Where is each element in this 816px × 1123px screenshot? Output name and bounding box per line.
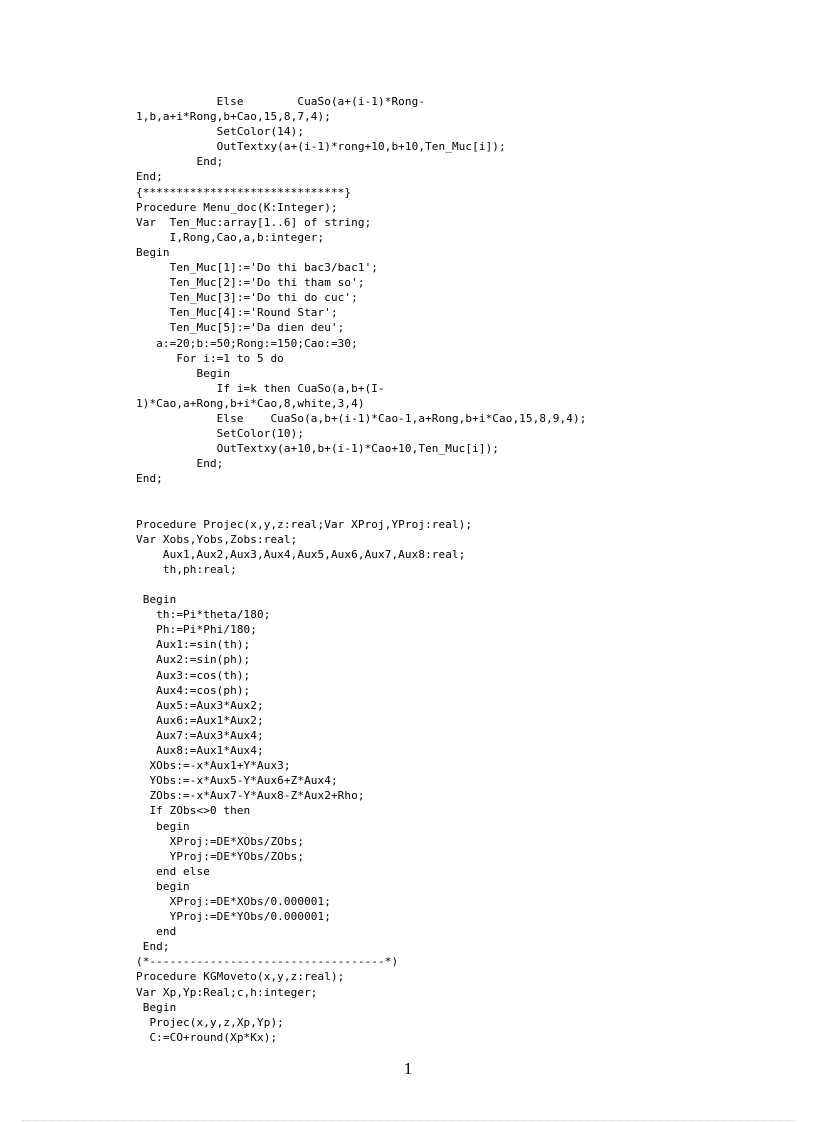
code-line: If i=k then CuaSo(a,b+(I- — [136, 381, 385, 395]
code-line: End; — [136, 457, 224, 471]
code-line: Ten_Muc[4]:='Round Star'; — [136, 306, 338, 320]
code-line — [136, 486, 776, 501]
code-line: XProj:=DE*XObs/0.000001; — [136, 894, 331, 908]
code-line: end else — [136, 864, 210, 878]
code-line: Var Ten_Muc:array[1..6] of string; — [136, 215, 372, 229]
code-line: begin — [136, 819, 190, 833]
code-line: YObs:=-x*Aux5-Y*Aux6+Z*Aux4; — [136, 774, 338, 788]
code-line — [136, 577, 776, 592]
code-line: End; — [136, 940, 170, 954]
code-line: Else CuaSo(a,b+(i-1)*Cao-1,a+Rong,b+i*Cao,15,8,9,4); — [136, 411, 587, 425]
code-line: XObs:=-x*Aux1+Y*Aux3; — [136, 759, 291, 773]
code-line: end — [136, 925, 177, 939]
page-number: 1 — [403, 1059, 413, 1078]
code-line: End; — [136, 170, 163, 184]
code-line: begin — [136, 879, 190, 893]
code-line: Aux5:=Aux3*Aux2; — [136, 698, 264, 712]
code-line: Aux6:=Aux1*Aux2; — [136, 713, 264, 727]
code-line: Aux3:=cos(th); — [136, 668, 251, 682]
page-bottom-divider — [22, 1120, 794, 1121]
code-line — [136, 502, 776, 517]
code-line: Aux8:=Aux1*Aux4; — [136, 744, 264, 758]
code-line: th:=Pi*theta/180; — [136, 608, 271, 622]
code-line: OutTextxy(a+(i-1)*rong+10,b+10,Ten_Muc[i]); — [136, 140, 506, 154]
code-line: Aux1:=sin(th); — [136, 638, 251, 652]
code-line: SetColor(10); — [136, 427, 305, 441]
code-line: Begin — [136, 366, 231, 380]
code-line: Begin — [136, 593, 177, 607]
code-line: th,ph:real; — [136, 562, 237, 576]
code-line: Ten_Muc[1]:='Do thi bac3/bac1'; — [136, 261, 379, 275]
code-line: Else CuaSo(a+(i-1)*Rong- — [136, 95, 426, 108]
code-line: 1)*Cao,a+Rong,b+i*Cao,8,white,3,4) — [136, 396, 365, 410]
code-line: Aux7:=Aux3*Aux4; — [136, 728, 264, 742]
code-line: 1,b,a+i*Rong,b+Cao,15,8,7,4); — [136, 110, 331, 124]
code-line: YProj:=DE*YObs/ZObs; — [136, 849, 305, 863]
code-line: Begin — [136, 1000, 177, 1014]
code-line: For i:=1 to 5 do — [136, 351, 284, 365]
code-line: Procedure Projec(x,y,z:real;Var XProj,YProj:real); — [136, 517, 473, 531]
code-line: Procedure Menu_doc(K:Integer); — [136, 200, 338, 214]
code-line: End; — [136, 155, 224, 169]
code-line: {******************************} — [136, 185, 352, 199]
code-line: Begin — [136, 245, 170, 259]
code-line: ZObs:=-x*Aux7-Y*Aux8-Z*Aux2+Rho; — [136, 789, 365, 803]
code-line: C:=CO+round(Xp*Kx); — [136, 1030, 278, 1044]
code-line: Var Xobs,Yobs,Zobs:real; — [136, 532, 298, 546]
code-line: SetColor(14); — [136, 125, 305, 139]
code-line: I,Rong,Cao,a,b:integer; — [136, 230, 325, 244]
code-line: Projec(x,y,z,Xp,Yp); — [136, 1015, 284, 1029]
code-line: Ten_Muc[3]:='Do thi do cuc'; — [136, 291, 358, 305]
code-line: Aux4:=cos(ph); — [136, 683, 251, 697]
code-line: If ZObs<>0 then — [136, 804, 251, 818]
code-line: Var Xp,Yp:Real;c,h:integer; — [136, 985, 318, 999]
code-line: Aux1,Aux2,Aux3,Aux4,Aux5,Aux6,Aux7,Aux8:real; — [136, 547, 466, 561]
code-line: XProj:=DE*XObs/ZObs; — [136, 834, 305, 848]
code-line: Ph:=Pi*Phi/180; — [136, 623, 258, 637]
code-line: a:=20;b:=50;Rong:=150;Cao:=30; — [136, 336, 358, 350]
code-line: Ten_Muc[2]:='Do thi tham so'; — [136, 276, 365, 290]
code-listing — [136, 94, 776, 1045]
code-line: End; — [136, 472, 163, 486]
code-line: Procedure KGMoveto(x,y,z:real); — [136, 970, 345, 984]
code-line: Aux2:=sin(ph); — [136, 653, 251, 667]
code-line: YProj:=DE*YObs/0.000001; — [136, 910, 331, 924]
code-line: (*-----------------------------------*) — [136, 955, 399, 969]
code-line: Ten_Muc[5]:='Da dien deu'; — [136, 321, 345, 335]
code-line: OutTextxy(a+10,b+(i-1)*Cao+10,Ten_Muc[i]); — [136, 442, 500, 456]
